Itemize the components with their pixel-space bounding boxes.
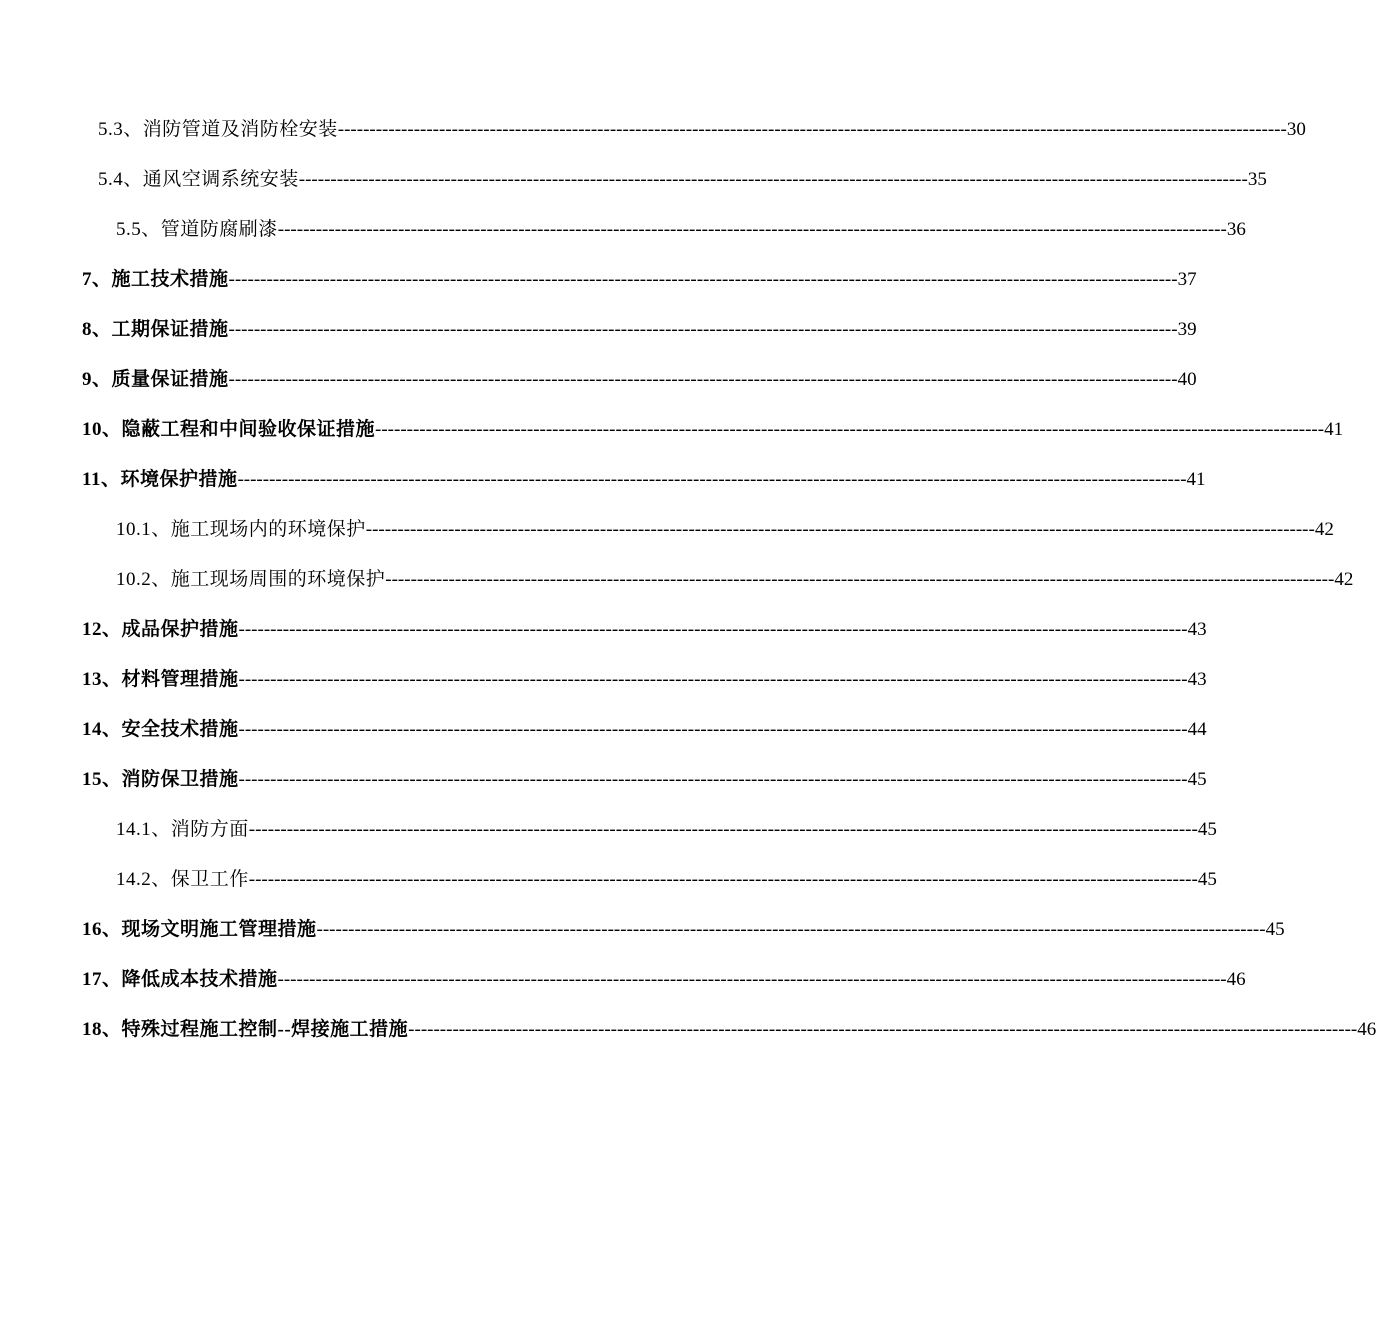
toc-entry[interactable] xyxy=(82,915,1285,945)
toc-leader: ------------------------------------------------------------------------------------------------------------------------------------------------------ xyxy=(298,169,1248,190)
toc-leader: ------------------------------------------------------------------------------------------------------------------------------------------------------ xyxy=(248,869,1198,890)
toc-entry-page: 45 xyxy=(1187,769,1207,790)
toc-entry-title: 15、消防保卫措施 xyxy=(82,769,239,790)
toc-leader: ------------------------------------------------------------------------------------------------------------------------------------------------------ xyxy=(228,269,1178,290)
toc-entry[interactable] xyxy=(116,565,1354,595)
toc-entry[interactable] xyxy=(82,715,1207,745)
toc-entry-title: 10.1、施工现场内的环境保护 xyxy=(116,519,366,540)
toc-entry-page: 42 xyxy=(1314,519,1334,540)
toc-leader: ------------------------------------------------------------------------------------------------------------------------------------------------------ xyxy=(237,469,1187,490)
toc-leader: ------------------------------------------------------------------------------------------------------------------------------------------------------ xyxy=(277,219,1227,240)
toc-entry[interactable] xyxy=(82,615,1207,645)
toc-leader: ------------------------------------------------------------------------------------------------------------------------------------------------------ xyxy=(238,719,1188,740)
toc-entry-title: 9、质量保证措施 xyxy=(82,369,229,390)
toc-entry[interactable] xyxy=(116,515,1334,545)
toc-entry-page: 36 xyxy=(1226,219,1246,240)
toc-leader: ------------------------------------------------------------------------------------------------------------------------------------------------------ xyxy=(228,319,1178,340)
toc-entry[interactable] xyxy=(82,1015,1376,1045)
toc-leader: ------------------------------------------------------------------------------------------------------------------------------------------------------ xyxy=(228,369,1178,390)
toc-entry[interactable] xyxy=(82,365,1197,395)
toc-entry-page: 44 xyxy=(1187,719,1207,740)
toc-entry[interactable] xyxy=(98,115,1306,145)
toc-entry-page: 42 xyxy=(1334,569,1354,590)
toc-entry[interactable] xyxy=(82,665,1207,695)
toc-entry-title: 5.4、通风空调系统安装 xyxy=(98,169,299,190)
toc-entry-page: 37 xyxy=(1177,269,1197,290)
toc-entry-title: 13、材料管理措施 xyxy=(82,669,239,690)
toc-leader: ------------------------------------------------------------------------------------------------------------------------------------------------------ xyxy=(385,569,1335,590)
toc-leader: ------------------------------------------------------------------------------------------------------------------------------------------------------ xyxy=(238,619,1188,640)
toc-leader: ------------------------------------------------------------------------------------------------------------------------------------------------------ xyxy=(277,969,1227,990)
toc-entry-page: 45 xyxy=(1197,819,1217,840)
toc-entry-title-text: 降低成本技术措施 xyxy=(121,969,278,990)
toc-entry-title: 7、施工技术措施 xyxy=(82,269,229,290)
toc-entry-title: 14.2、保卫工作 xyxy=(116,869,249,890)
toc-entry-title: 18、 xyxy=(82,1019,122,1040)
toc-entry[interactable] xyxy=(98,165,1267,195)
toc-entry-title: 14、安全技术措施 xyxy=(82,719,239,740)
toc-entry-title: 10、隐蔽工程和中间验收保证措施 xyxy=(82,419,376,440)
toc-entry[interactable] xyxy=(82,315,1197,345)
toc-entry-page: 39 xyxy=(1177,319,1197,340)
toc-entry[interactable] xyxy=(82,765,1207,795)
toc-entry[interactable] xyxy=(116,865,1217,895)
toc-entry[interactable] xyxy=(82,415,1344,445)
toc-entry-page: 45 xyxy=(1265,919,1285,940)
toc-entry-title: 8、工期保证措施 xyxy=(82,319,229,340)
toc-entry[interactable] xyxy=(116,215,1246,245)
toc-entry-page: 45 xyxy=(1197,869,1217,890)
toc-entry-title: 12、成品保护措施 xyxy=(82,619,239,640)
toc-leader: ------------------------------------------------------------------------------------------------------------------------------------------------------ xyxy=(238,769,1188,790)
toc-entry[interactable] xyxy=(82,465,1206,495)
toc-entry[interactable] xyxy=(82,965,1246,995)
toc-entry-page: 41 xyxy=(1186,469,1206,490)
toc-entry-page: 40 xyxy=(1177,369,1197,390)
toc-entry-page: 43 xyxy=(1187,619,1207,640)
toc-entry-title: 5.3、消防管道及消防栓安装 xyxy=(98,119,338,140)
toc-entry-page: 41 xyxy=(1324,419,1344,440)
toc-leader: ------------------------------------------------------------------------------------------------------------------------------------------------------ xyxy=(408,1019,1358,1040)
toc-leader: ------------------------------------------------------------------------------------------------------------------------------------------------------ xyxy=(337,119,1287,140)
toc-entry[interactable] xyxy=(116,815,1217,845)
toc-leader: ------------------------------------------------------------------------------------------------------------------------------------------------------ xyxy=(316,919,1266,940)
toc-entry-title: 5.5、管道防腐刷漆 xyxy=(116,219,278,240)
toc-leader: ------------------------------------------------------------------------------------------------------------------------------------------------------ xyxy=(365,519,1315,540)
toc-entry-title: 11、环境保护措施 xyxy=(82,469,238,490)
toc-leader: ------------------------------------------------------------------------------------------------------------------------------------------------------ xyxy=(375,419,1325,440)
toc-leader: ------------------------------------------------------------------------------------------------------------------------------------------------------ xyxy=(238,669,1188,690)
toc-entry-page: 43 xyxy=(1187,669,1207,690)
toc-entry-title: 10.2、施工现场周围的环境保护 xyxy=(116,569,386,590)
toc-entry-page: 46 xyxy=(1226,969,1246,990)
toc-entry-title: 14.1、消防方面 xyxy=(116,819,249,840)
toc-entry-page: 46 xyxy=(1357,1019,1376,1040)
toc-entry-page: 30 xyxy=(1286,119,1306,140)
toc-entry-title: 17、 xyxy=(82,969,122,990)
toc-entry-page: 35 xyxy=(1247,169,1267,190)
toc-entry[interactable] xyxy=(82,265,1197,295)
toc-entry-title: 16、现场文明施工管理措施 xyxy=(82,919,317,940)
toc-leader: ------------------------------------------------------------------------------------------------------------------------------------------------------ xyxy=(248,819,1198,840)
toc-entry-title-text: 特殊过程施工控制--焊接施工措施 xyxy=(121,1019,409,1040)
